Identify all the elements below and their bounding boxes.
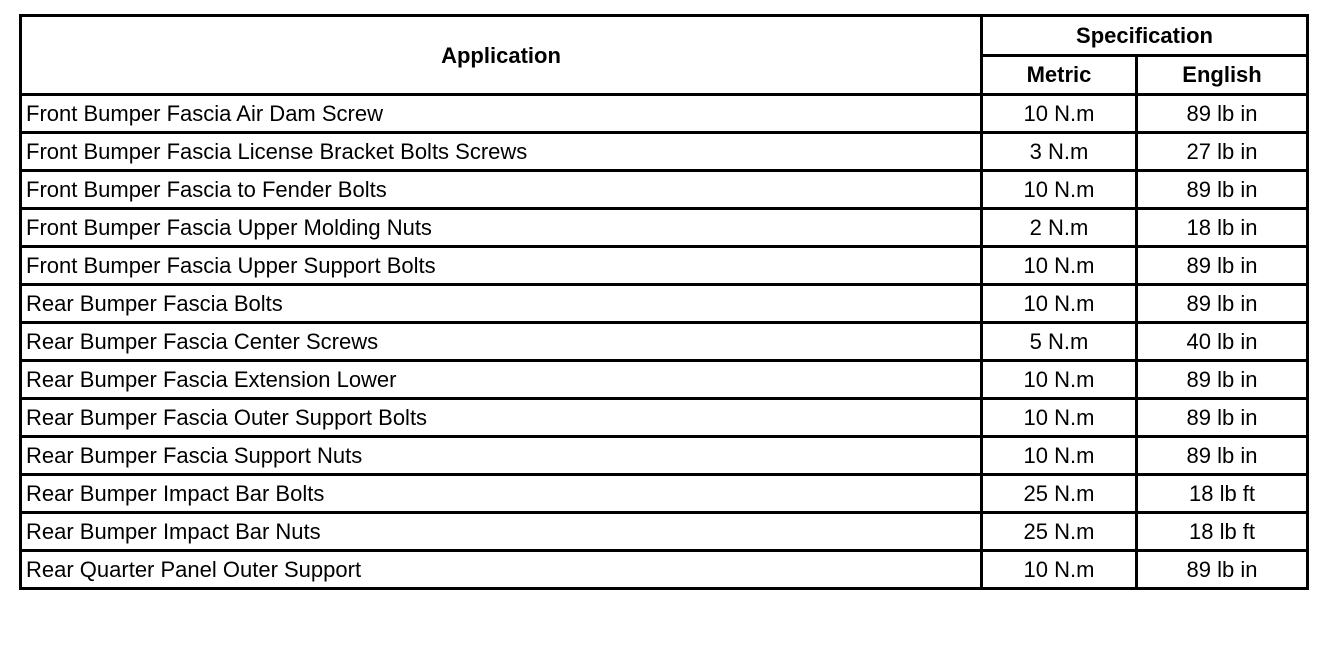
- table-row: [21, 209, 1308, 247]
- metric-cell: 10 N.m: [982, 399, 1137, 437]
- english-cell: 89 lb in: [1137, 95, 1308, 133]
- table-row: [21, 399, 1308, 437]
- english-cell: 89 lb in: [1137, 247, 1308, 285]
- table-row: [21, 171, 1308, 209]
- header-row-top: [21, 16, 1308, 56]
- metric-cell: 10 N.m: [982, 361, 1137, 399]
- table-row: [21, 133, 1308, 171]
- metric-cell: 10 N.m: [982, 171, 1137, 209]
- english-cell: 89 lb in: [1137, 171, 1308, 209]
- metric-header: Metric: [982, 55, 1137, 95]
- metric-cell: 25 N.m: [982, 513, 1137, 551]
- fastener-spec-table: [19, 14, 1309, 590]
- table-row: [21, 437, 1308, 475]
- english-header: English: [1137, 55, 1308, 95]
- application-cell: Front Bumper Fascia License Bracket Bolts Screws: [21, 133, 982, 171]
- metric-cell: 2 N.m: [982, 209, 1137, 247]
- application-cell: Rear Bumper Impact Bar Bolts: [21, 475, 982, 513]
- english-cell: 89 lb in: [1137, 361, 1308, 399]
- application-cell: Rear Bumper Fascia Support Nuts: [21, 437, 982, 475]
- application-cell: Rear Bumper Fascia Center Screws: [21, 323, 982, 361]
- english-cell: 89 lb in: [1137, 551, 1308, 589]
- metric-cell: 10 N.m: [982, 437, 1137, 475]
- table-row: [21, 551, 1308, 589]
- metric-cell: 10 N.m: [982, 95, 1137, 133]
- application-cell: Rear Bumper Fascia Bolts: [21, 285, 982, 323]
- english-cell: 89 lb in: [1137, 437, 1308, 475]
- metric-cell: 25 N.m: [982, 475, 1137, 513]
- table-header: [21, 16, 1308, 95]
- metric-cell: 5 N.m: [982, 323, 1137, 361]
- application-cell: Front Bumper Fascia Upper Support Bolts: [21, 247, 982, 285]
- application-cell: Rear Bumper Fascia Outer Support Bolts: [21, 399, 982, 437]
- table-row: [21, 95, 1308, 133]
- application-cell: Rear Quarter Panel Outer Support: [21, 551, 982, 589]
- table-body: [21, 95, 1308, 589]
- metric-cell: 10 N.m: [982, 551, 1137, 589]
- english-cell: 27 lb in: [1137, 133, 1308, 171]
- metric-cell: 3 N.m: [982, 133, 1137, 171]
- metric-cell: 10 N.m: [982, 285, 1137, 323]
- english-cell: 18 lb in: [1137, 209, 1308, 247]
- application-cell: Front Bumper Fascia Air Dam Screw: [21, 95, 982, 133]
- metric-cell: 10 N.m: [982, 247, 1137, 285]
- specification-header: Specification: [982, 16, 1308, 56]
- english-cell: 89 lb in: [1137, 399, 1308, 437]
- table-row: [21, 361, 1308, 399]
- application-cell: Rear Bumper Fascia Extension Lower: [21, 361, 982, 399]
- english-cell: 40 lb in: [1137, 323, 1308, 361]
- application-header: Application: [21, 16, 982, 95]
- application-cell: Front Bumper Fascia to Fender Bolts: [21, 171, 982, 209]
- application-cell: Rear Bumper Impact Bar Nuts: [21, 513, 982, 551]
- application-cell: Front Bumper Fascia Upper Molding Nuts: [21, 209, 982, 247]
- table-row: [21, 247, 1308, 285]
- table-row: [21, 475, 1308, 513]
- table-row: [21, 285, 1308, 323]
- table-row: [21, 513, 1308, 551]
- english-cell: 18 lb ft: [1137, 475, 1308, 513]
- english-cell: 18 lb ft: [1137, 513, 1308, 551]
- english-cell: 89 lb in: [1137, 285, 1308, 323]
- table-row: [21, 323, 1308, 361]
